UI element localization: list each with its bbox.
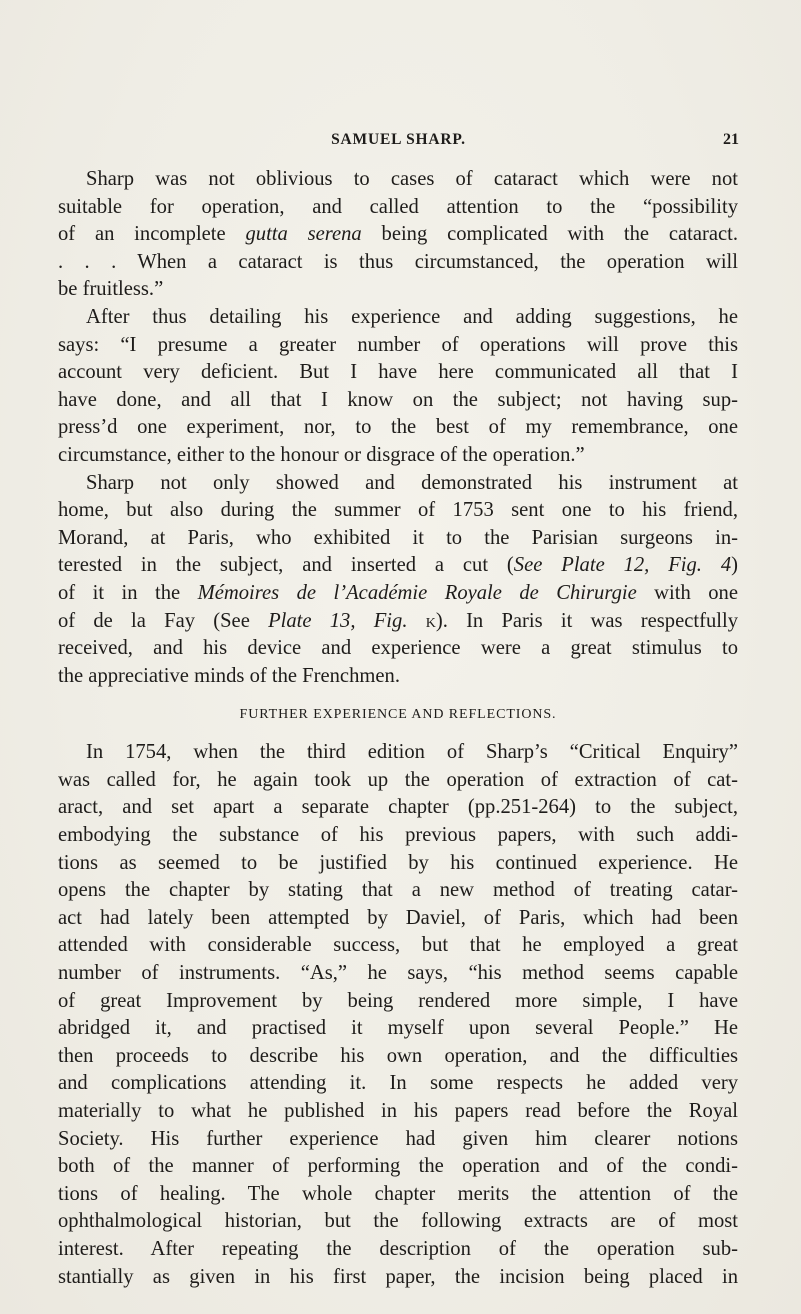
text-line: stantially as given in his first paper, the incision being placed in — [58, 1265, 738, 1288]
text-line: Sharp not only showed and demonstrated his instrument at — [86, 471, 738, 494]
text-line: then proceeds to describe his own operation, and the difficulties — [58, 1044, 738, 1067]
text-line: of great Improvement by being rendered more simple, I have — [58, 989, 738, 1012]
text-line: says: “I presume a greater number of operations will prove this — [58, 333, 738, 356]
plate-reference: Plate 13, Fig. — [268, 609, 408, 632]
text-line: In 1754, when the third edition of Sharp’s “Critical Enquiry” — [86, 741, 738, 764]
text-line: be fruitless.” — [58, 278, 164, 301]
figure-letter: k — [425, 609, 436, 632]
text-line: circumstance, either to the honour or disgrace of the operation.” — [58, 443, 585, 466]
text-line: account very deficient. But I have here communicated all that I — [58, 361, 738, 384]
text-line: tions of healing. The whole chapter merits the attention of the — [58, 1182, 738, 1205]
text-line: of it in the Mémoires de l’Académie Royale de Chirurgie with one — [58, 581, 738, 604]
text-line: of de la Fay (See Plate 13, Fig. k). In Paris it was respectfully — [58, 609, 738, 632]
journal-title: Mémoires de l’Académie Royale de Chirurgie — [197, 581, 637, 604]
text-line: have done, and all that I know on the subject; not having sup- — [58, 388, 738, 411]
running-head-title: SAMUEL SHARP. — [331, 131, 466, 148]
text-line: number of instruments. “As,” he says, “his method seems capable — [58, 962, 738, 985]
text-line: Morand, at Paris, who exhibited it to the Parisian surgeons in- — [58, 526, 738, 549]
italic-term: gutta serena — [245, 223, 362, 246]
plate-reference: See Plate 12, Fig. 4 — [513, 554, 732, 577]
text-line: press’d one experiment, nor, to the best of my remembrance, one — [58, 416, 738, 439]
text-line: act had lately been attempted by Daviel, of Paris, which had been — [58, 906, 738, 929]
text-line: abridged it, and practised it myself upon several People.” He — [58, 1017, 738, 1040]
text-line: and complications attending it. In some respects he added very — [58, 1072, 738, 1095]
body-text — [58, 166, 738, 1291]
text-line: . . . When a cataract is thus circumstanced, the operation will — [58, 250, 738, 273]
running-head — [58, 131, 739, 155]
text-line: of an incomplete gutta serena being complicated with the cataract. — [58, 223, 738, 246]
text-line: the appreciative minds of the Frenchmen. — [58, 664, 400, 687]
text-line: materially to what he published in his papers read before the Royal — [58, 1100, 738, 1122]
text-line: aract, and set apart a separate chapter (pp.251-264) to the subject, — [58, 796, 738, 819]
text-line: Sharp was not oblivious to cases of cataract which were not — [86, 168, 738, 190]
text-line: home, but also during the summer of 1753 sent one to his friend, — [58, 499, 738, 522]
section-heading: FURTHER EXPERIENCE AND REFLECTIONS. — [239, 707, 557, 723]
text-line: attended with considerable success, but that he employed a great — [58, 934, 738, 957]
text-line: ophthalmological historian, but the following extracts are of most — [58, 1210, 738, 1233]
text-line: After thus detailing his experience and adding suggestions, he — [86, 305, 738, 328]
text-line: both of the manner of performing the operation and of the condi- — [58, 1155, 738, 1178]
text-line: terested in the subject, and inserted a cut (See Plate 12, Fig. 4) — [58, 554, 738, 577]
text-line: suitable for operation, and called attention to the “possibility — [58, 195, 738, 218]
text-line: Society. His further experience had given him clearer notions — [58, 1127, 738, 1150]
text-line: was called for, he again took up the operation of extraction of cat- — [58, 768, 738, 791]
text-line: embodying the substance of his previous papers, with such addi- — [58, 824, 738, 847]
text-line: opens the chapter by stating that a new method of treating catar- — [58, 879, 738, 902]
text-line: received, and his device and experience were a great stimulus to — [58, 637, 738, 660]
page-number: 21 — [723, 131, 739, 148]
text-line: tions as seemed to be justified by his continued experience. He — [58, 851, 738, 874]
text-line: interest. After repeating the description of the operation sub- — [58, 1237, 738, 1260]
